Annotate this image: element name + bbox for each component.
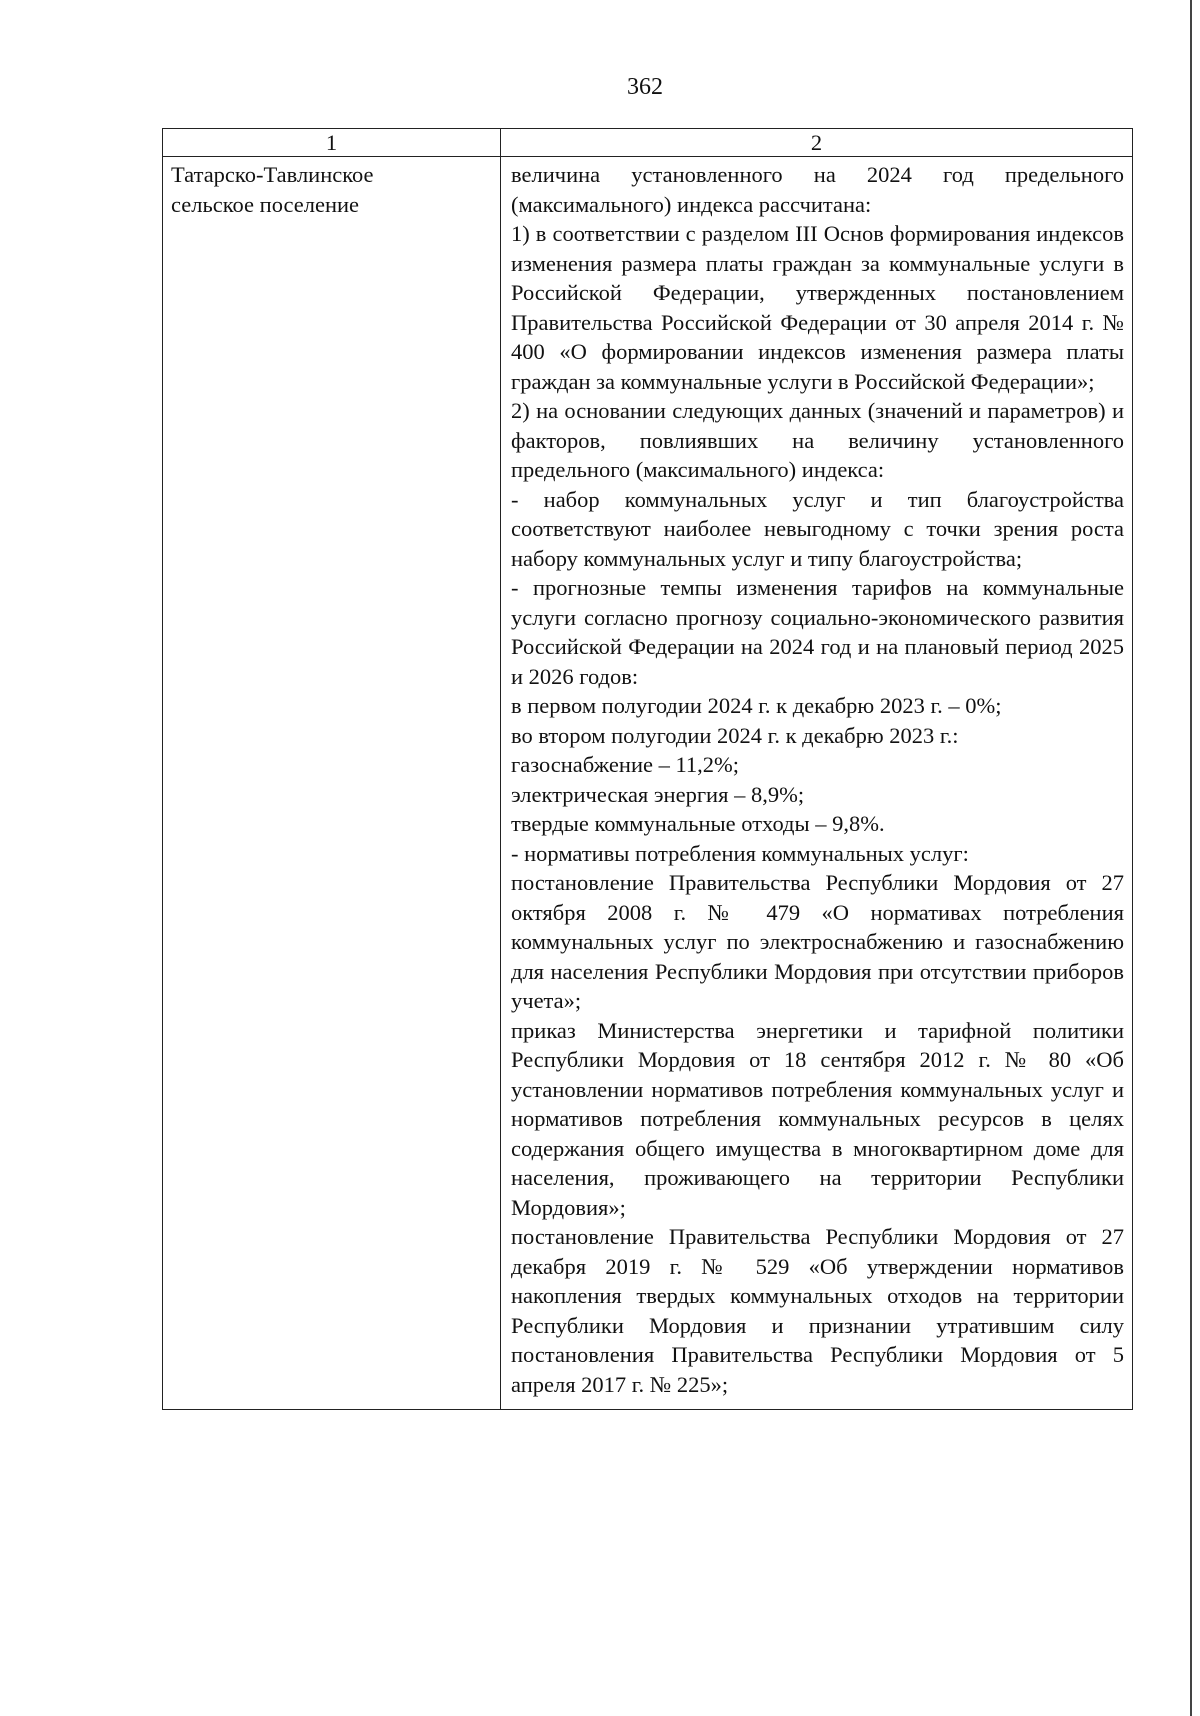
paragraph-norms-heading: - нормативы потребления коммунальных услуг:	[511, 840, 969, 866]
paragraph-gas: газоснабжение – 11,2%;	[511, 752, 740, 777]
paragraph-waste: твердые коммунальные отходы – 9,8%.	[511, 811, 885, 836]
paragraph-item-2: 2) на основании следующих данных (значений и параметров) и факторов, повлиявших на величину установленного предельного (максимального) индекса:	[511, 398, 1124, 482]
paragraph-intro: величина установленного на 2024 год предельного (максимального) индекса рассчитана:	[511, 162, 1124, 217]
column-header-1: 1	[163, 129, 501, 157]
page-number: 362	[627, 74, 663, 100]
paragraph-first-half: в первом полугодии 2024 г. к декабрю 2023 г. – 0%;	[511, 693, 1002, 718]
paragraph-utilities-set: - набор коммунальных услуг и тип благоустройства соответствуют наиболее невыгодному с точки зрения роста набору коммунальных услуг и типу благоустройства;	[511, 486, 1124, 571]
paragraph-electricity: электрическая энергия – 8,9%;	[511, 781, 805, 807]
index-description-cell	[501, 157, 1133, 1410]
paragraph-item-1: 1) в соответствии с разделом III Основ формирования индексов изменения размера платы граждан за коммунальные услуги в Российской Федерации, утвержденных постановлением Правительства Российской Федерации от 30 апреля 2014 г. № 400 «О формировании индексов изменения размера платы граждан за коммунальные услуги в Российской Федерации»;	[511, 221, 1124, 394]
settlement-name-line: сельское поселение	[171, 191, 360, 217]
settlement-name-line: Татарско-Тавлинское	[171, 162, 374, 187]
table-header-row	[163, 129, 1133, 157]
settlement-cell	[163, 157, 501, 1410]
page-edge-line	[1190, 0, 1192, 1716]
cell-bottom-spacer	[511, 1399, 1124, 1409]
table-row	[163, 157, 1133, 1410]
paragraph-order-80: приказ Министерства энергетики и тарифной политики Республики Мордовия от 18 сентября 2012 г. № 80 «Об установлении нормативов потребления коммунальных услуг и нормативов потребления коммунальных ресурсов в целях содержания общего имущества в многоквартирном доме для населения, проживающего на территории Республики Мордовия»;	[511, 1017, 1124, 1220]
paragraph-decree-479: постановление Правительства Республики Мордовия от 27 октября 2008 г. № 479 «О нормативах потребления коммунальных услуг по электроснабжению и газоснабжению для населения Республики Мордовия при отсутствии приборов учета»;	[511, 870, 1124, 1013]
paragraph-tariff-forecast: - прогнозные темпы изменения тарифов на коммунальные услуги согласно прогнозу социально-экономического развития Российской Федерации на 2024 год и на плановый период 2025 и 2026 годов:	[511, 575, 1124, 689]
paragraph-second-half: во втором полугодии 2024 г. к декабрю 2023 г.:	[511, 722, 959, 748]
column-header-2: 2	[501, 129, 1133, 157]
paragraph-decree-529: постановление Правительства Республики Мордовия от 27 декабря 2019 г. № 529 «Об утверждении нормативов накопления твердых коммунальных отходов на территории Республики Мордовия и признании утратившим силу постановления Правительства Республики Мордовия от 5 апреля 2017 г. № 225»;	[511, 1224, 1124, 1397]
index-table	[162, 128, 1133, 1410]
